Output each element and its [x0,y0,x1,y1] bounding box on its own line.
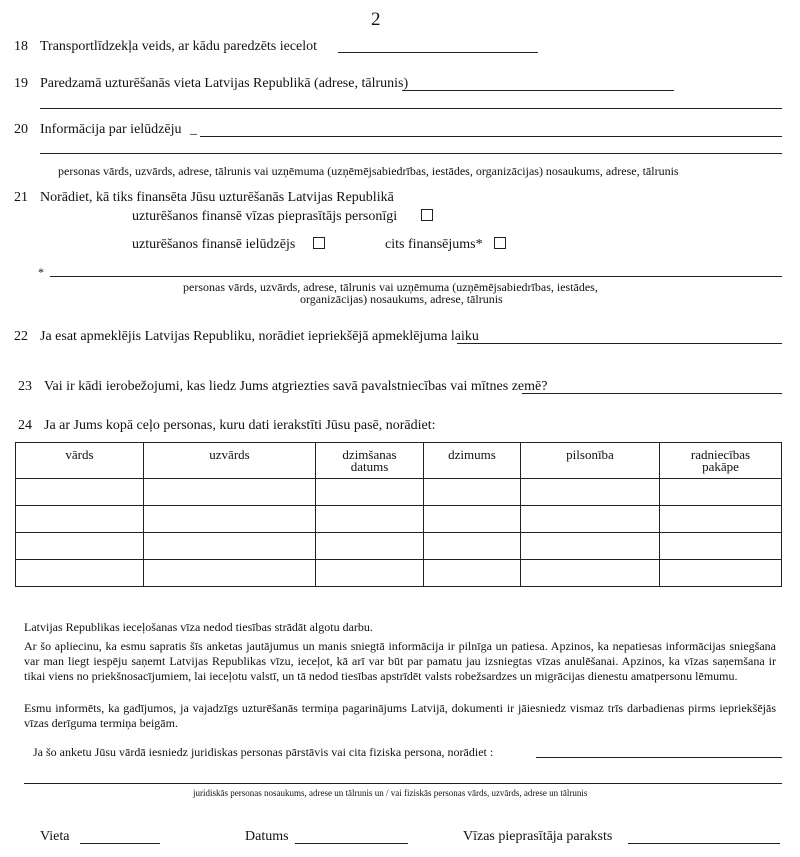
table-cell[interactable] [316,506,424,533]
table-cell[interactable] [660,479,782,506]
column-header: radniecības pakāpe [660,443,782,479]
q20-caption: personas vārds, uzvārds, adrese, tālrunis vai uzņēmuma (uzņēmējsabiedrības, iestādes, organizācijas) nosaukums, adrese, tālrunis [58,164,679,178]
representative-caption: juridiskās personas nosaukums, adrese un tālrunis un / vai fiziskās personas vārds, uzvārds, adrese un tālrunis [193,788,588,798]
q19-answer-line-2[interactable] [40,108,782,109]
q21-option-inviter-checkbox[interactable] [313,237,325,249]
q22-number: 22 [14,329,28,344]
table-cell[interactable] [521,533,660,560]
table-header-row [16,443,782,479]
table-cell[interactable] [316,560,424,587]
place-line[interactable] [80,843,160,844]
table-cell[interactable] [521,560,660,587]
representative-answer-line[interactable] [536,757,782,758]
q21-option-other-checkbox[interactable] [494,237,506,249]
q23-answer-line[interactable] [522,393,782,394]
date-label: Datums [245,829,289,844]
q20-answer-line[interactable] [200,136,782,137]
q24-number: 24 [18,418,32,433]
q21-option-other-label: cits finansējums* [385,237,483,252]
table-cell[interactable] [521,506,660,533]
table-cell[interactable] [424,479,521,506]
q21-number: 21 [14,190,28,205]
q18-answer-line[interactable] [338,52,538,53]
companions-table [15,442,782,587]
q19-number: 19 [14,76,28,91]
table-row [16,506,782,533]
table-cell[interactable] [144,533,316,560]
representative-label: Ja šo anketu Jūsu vārdā iesniedz juridiskas personas pārstāvis vai cita fiziska persona, norādiet : [33,745,494,759]
table-cell[interactable] [16,479,144,506]
table-cell[interactable] [316,533,424,560]
q21-asterisk: * [38,265,44,279]
table-cell[interactable] [144,479,316,506]
table-cell[interactable] [16,506,144,533]
table-row [16,560,782,587]
q21-caption-line1: personas vārds, uzvārds, adrese, tālrunis vai uzņēmuma (uzņēmējsabiedrības, iestādes, [183,280,598,294]
q21-option-inviter-label: uzturēšanos finansē ielūdzējs [132,237,296,252]
place-label: Vieta [40,829,70,844]
q23-label: Vai ir kādi ierobežojumi, kas liedz Jums atgriezties savā pavalstniecības vai mītnes zemē? [44,379,548,394]
table-cell[interactable] [316,479,424,506]
q21-caption-line2: organizācijas) nosaukums, adrese, tālrunis [300,292,503,306]
date-line[interactable] [295,843,408,844]
applicant-signature-label: Vīzas pieprasītāja paraksts [463,829,613,844]
table-cell[interactable] [144,506,316,533]
representative-answer-line-2[interactable] [24,783,782,784]
table-cell[interactable] [16,533,144,560]
q21-option-applicant-checkbox[interactable] [421,209,433,221]
q20-label: Informācija par ielūdzēju [40,122,182,137]
q18-number: 18 [14,39,28,54]
column-header: pilsonība [521,443,660,479]
table-cell[interactable] [424,506,521,533]
q20-number: 20 [14,122,28,137]
work-restriction-note: Latvijas Republikas ieceļošanas vīza nedod tiesības strādāt algotu darbu. [24,620,373,634]
column-header: vārds [16,443,144,479]
q21-label: Norādiet, kā tiks finansēta Jūsu uzturēšanās Latvijas Republikā [40,190,394,205]
applicant-signature-line[interactable] [628,843,780,844]
table-cell[interactable] [660,506,782,533]
table-row [16,479,782,506]
q22-label: Ja esat apmeklējis Latvijas Republiku, norādiet iepriekšējā apmeklējuma laiku [40,329,479,344]
q18-label: Transportlīdzekļa veids, ar kādu paredzēts iecelot [40,39,318,54]
q21-other-answer-line[interactable] [50,276,782,277]
table-cell[interactable] [521,479,660,506]
page-number: 2 [371,9,381,30]
table-cell[interactable] [660,560,782,587]
column-header: uzvārds [144,443,316,479]
table-cell[interactable] [424,533,521,560]
column-header: dzimums [424,443,521,479]
q20-answer-line-2[interactable] [40,153,782,154]
q19-answer-line[interactable] [402,90,674,91]
table-cell[interactable] [660,533,782,560]
q19-label: Paredzamā uzturēšanās vieta Latvijas Republikā (adrese, tālrunis) [40,76,409,91]
q22-answer-line[interactable] [457,343,782,344]
q21-option-applicant-label: uzturēšanos finansē vīzas pieprasītājs personīgi [132,209,398,224]
declaration-paragraph: Ar šo apliecinu, ka esmu sapratis šīs anketas jautājumus un manis sniegtā informācija ir pilnīga un patiesa. Apzinos, ka nepatiesas informācijas sniegšana var man liegt iespēju saņemt Latvijas Republikas vīzu, ieceļot, kā arī var būt par pamatu jau izsniegtas vīzas anulēšanai. Apzinos, ka vīzas saņemšana ir tikai viens no priekšnosacījumiem, lai ieceļotu valstī, un tā nedod tiesības apstrīdēt valsts robežsardzes un migrācijas dienestu amatpersonu lēmumu. [24,639,776,683]
table-cell[interactable] [144,560,316,587]
q20-underscore: _ [190,122,197,137]
table-row [16,533,782,560]
q24-label: Ja ar Jums kopā ceļo personas, kuru dati ierakstīti Jūsu pasē, norādiet: [44,418,436,433]
extension-paragraph: Esmu informēts, ka gadījumos, ja vajadzīgs uzturēšanās termiņa pagarinājums Latvijā, dokumenti ir jāiesniedz vismaz trīs darbadienas pirms iepriekšējās vīzas derīguma termiņa beigām. [24,701,776,730]
table-cell[interactable] [16,560,144,587]
column-header: dzimšanas datums [316,443,424,479]
q23-number: 23 [18,379,32,394]
table-cell[interactable] [424,560,521,587]
